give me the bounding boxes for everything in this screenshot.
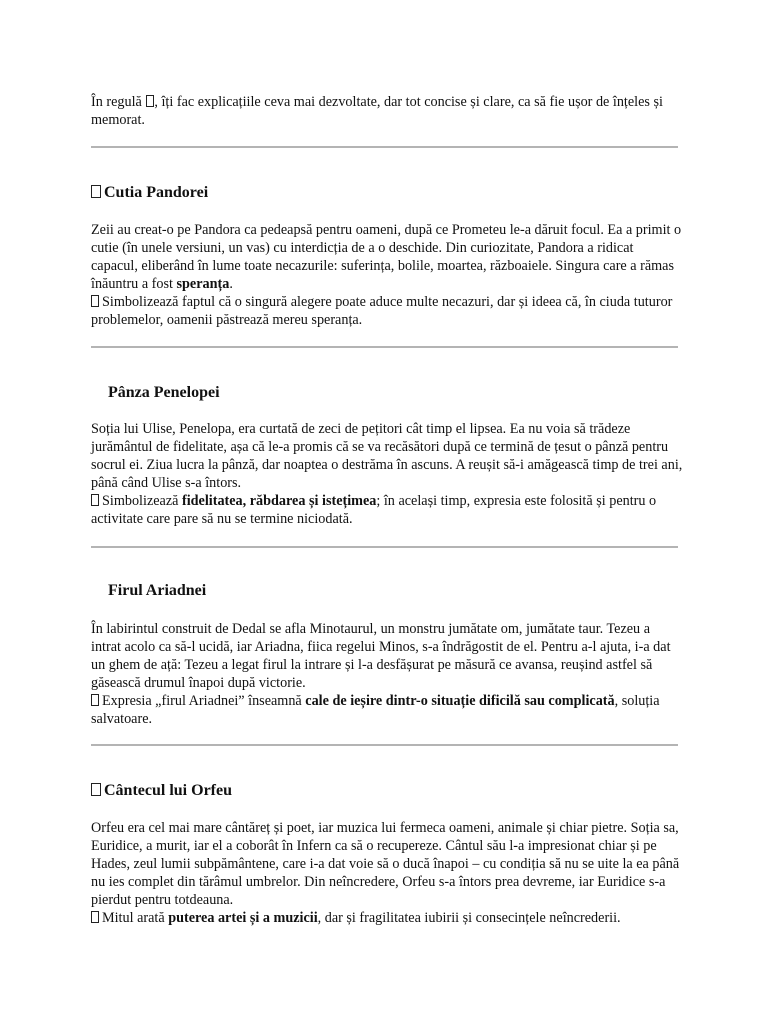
- section-heading-pandora: [91, 183, 208, 203]
- missing-glyph-icon: [91, 295, 99, 307]
- section-title: Firul Ariadnei: [108, 582, 207, 599]
- story-paragraph: În labirintul construit de Dedal se afla Minotaurul, un monstru jumătate om, jumătate taur. Tezeu a intrat acolo ca să-l ucidă, iar Ariadna, fiica regelui Minos, s-a îndrăgostit de el. Pentru a-l ajuta, i-a dat un ghem de ață: Tezeu a legat firul la intrare și l-a desfășurat pe măsură ce avansa, reușind astfel să găsească drumul înapoi după victorie.: [91, 621, 671, 691]
- missing-glyph-icon: [91, 911, 99, 923]
- meaning-text: Mitul arată: [102, 910, 169, 926]
- section-title: Cutia Pandorei: [104, 184, 209, 201]
- missing-glyph-icon: [91, 185, 101, 198]
- story-paragraph: Soția lui Ulise, Penelopa, era curtată de zeci de pețitori cât timp el lipsea. Ea nu voia să trădeze jurământul de fidelitate, așa că le-a promis că se va recăsători după ce termină de țesut o pânză pentru socrul ei. Ziua lucra la pânză, dar noaptea o destrăma în ascuns. A reușit să-i amăgească timp de trei ani, până când Ulise s-a întors.: [91, 421, 683, 491]
- section-body-pandora: [91, 221, 683, 329]
- meaning-paragraph: [91, 293, 683, 329]
- section-title: Pânza Penelopei: [108, 384, 220, 401]
- meaning-paragraph: [91, 909, 683, 927]
- meaning-text-end: ; în același timp, expresia este folosită și pentru o activitate care pare să nu se termine niciodată.: [91, 493, 657, 527]
- section-body-penelope: [91, 420, 683, 528]
- meaning-text-end: , dar și fragilitatea iubirii și consecințele neîncrederii.: [317, 910, 621, 926]
- missing-glyph-icon: [91, 494, 99, 506]
- meaning-text-end: , soluția salvatoare.: [91, 693, 660, 727]
- section-divider: [91, 146, 678, 148]
- section-title: Cântecul lui Orfeu: [104, 782, 232, 799]
- story-text: Zeii au creat-o pe Pandora ca pedeapsă pentru oameni, după ce Prometeu le-a dăruit focul. Ea a primit o cutie (în unele versiuni, un vas) cu interdicția de a o deschide. Din curiozitate, Pandora a ridicat capacul, eliberând în lume toate necazurile: suferința, bolile, moartea, războaiele. Singura care a rămas înăuntru a fost: [91, 222, 682, 292]
- section-divider: [91, 744, 678, 746]
- section-heading-orfeu: [91, 781, 232, 801]
- section-heading-penelope: [91, 383, 220, 403]
- meaning-emphasis: cale de ieșire dintr-o situație dificilă sau complicată: [305, 693, 615, 709]
- missing-glyph-icon: [91, 694, 99, 706]
- meaning-text: Expresia „firul Ariadnei” înseamnă: [102, 693, 306, 709]
- section-body-ariadne: [91, 620, 683, 728]
- section-divider: [91, 346, 678, 348]
- meaning-text: Simbolizează: [102, 493, 182, 509]
- meaning-emphasis: puterea artei și a muzicii: [168, 910, 318, 926]
- meaning-text: Simbolizează faptul că o singură alegere poate aduce multe necazuri, dar și ideea că, în ciuda tuturor problemelor, oamenii păstrează mereu speranța.: [91, 294, 673, 328]
- meaning-emphasis: fidelitatea, răbdarea și istețimea: [181, 493, 377, 509]
- intro-text-end: , îți fac explicațiile ceva mai dezvoltate, dar tot concise și clare, ca să fie ușor de înțeles și memorat.: [91, 94, 663, 128]
- section-body-orfeu: [91, 819, 683, 927]
- meaning-paragraph: [91, 692, 683, 728]
- section-heading-ariadne: [91, 581, 206, 601]
- story-text-end: .: [229, 276, 233, 292]
- story-emphasis: speranța: [176, 276, 230, 292]
- story-paragraph: Orfeu era cel mai mare cântăreț și poet, iar muzica lui fermeca oameni, animale și chiar pietre. Soția sa, Euridice, a murit, iar el a coborât în Infern ca să o recupereze. Cântul său l-a impresionat chiar și pe Hades, zeul lumii subpământene, care i-a dat voie să o ducă înapoi – cu condiția să nu se uite la ea până nu ies complet din tărâmul umbrelor. Din neîncredere, Orfeu s-a întors prea devreme, iar Euridice s-a pierdut pentru totdeauna.: [91, 820, 680, 908]
- intro-text-start: În regulă: [91, 94, 146, 110]
- section-divider: [91, 546, 678, 548]
- missing-glyph-icon: [91, 783, 101, 796]
- intro-paragraph: [91, 93, 683, 129]
- meaning-paragraph: [91, 492, 683, 528]
- story-paragraph: [91, 221, 683, 293]
